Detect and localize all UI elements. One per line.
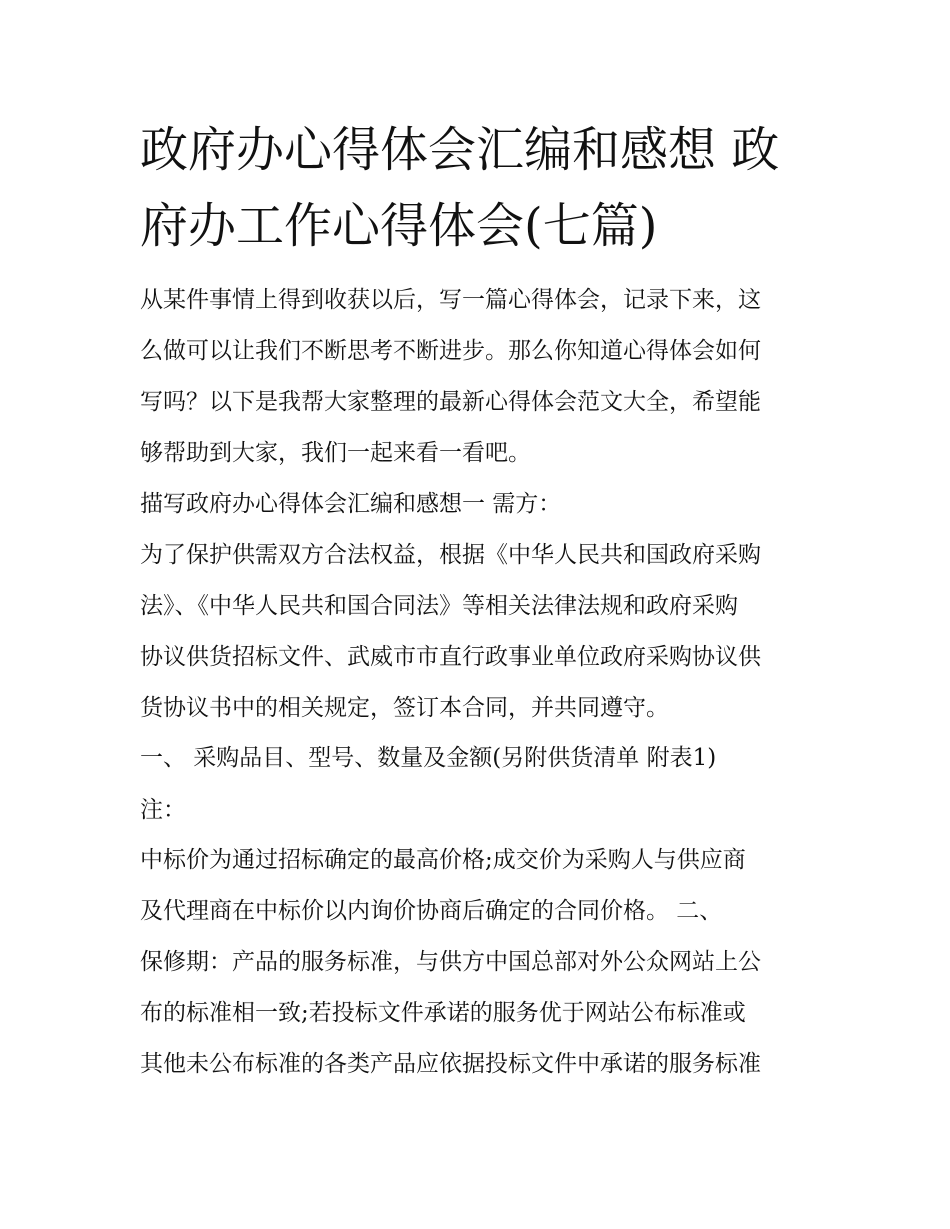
paragraph-line: 写吗？以下是我帮大家整理的最新心得体会范文大全，希望能 xyxy=(140,389,761,415)
paragraph-line: 够帮助到大家，我们一起来看一看吧。 xyxy=(140,440,531,466)
clause-heading-line: 一、 采购品目、型号、数量及金额(另附供货清单 附表1) xyxy=(140,745,717,771)
paragraph-line: 法》、《中华人民共和国合同法》等相关法律法规和政府采购 xyxy=(140,593,738,619)
note-label-line: 注： xyxy=(140,797,186,823)
paragraph-line: 货协议书中的相关规定，签订本合同，并共同遵守。 xyxy=(140,695,669,721)
paragraph-line: 为了保护供需双方合法权益，根据《中华人民共和国政府采购 xyxy=(140,542,761,568)
section-heading-line: 描写政府办心得体会汇编和感想一 需方： xyxy=(140,491,562,517)
paragraph-line: 协议供货招标文件、武威市市直行政事业单位政府采购协议供 xyxy=(140,644,761,670)
paragraph-line: 保修期：产品的服务标准，与供方中国总部对外公众网站上公 xyxy=(140,949,761,975)
document-title-line-1: 政府办心得体会汇编和感想 政 xyxy=(140,122,780,178)
paragraph-line: 中标价为通过招标确定的最高价格;成交价为采购人与供应商 xyxy=(140,847,746,873)
paragraph-line: 其他未公布标准的各类产品应依据投标文件中承诺的服务标准 xyxy=(140,1051,761,1077)
paragraph-line: 么做可以让我们不断思考不断进步。那么你知道心得体会如何 xyxy=(140,338,761,364)
paragraph-line: 及代理商在中标价以内询价协商后确定的合同价格。 二、 xyxy=(140,898,723,924)
paragraph-line: 从某件事情上得到收获以后，写一篇心得体会，记录下来，这 xyxy=(140,287,761,313)
document-title-line-2: 府办工作心得体会(七篇) xyxy=(140,198,658,254)
paragraph-line: 布的标准相一致;若投标文件承诺的服务优于网站公布标准或 xyxy=(140,1000,746,1026)
